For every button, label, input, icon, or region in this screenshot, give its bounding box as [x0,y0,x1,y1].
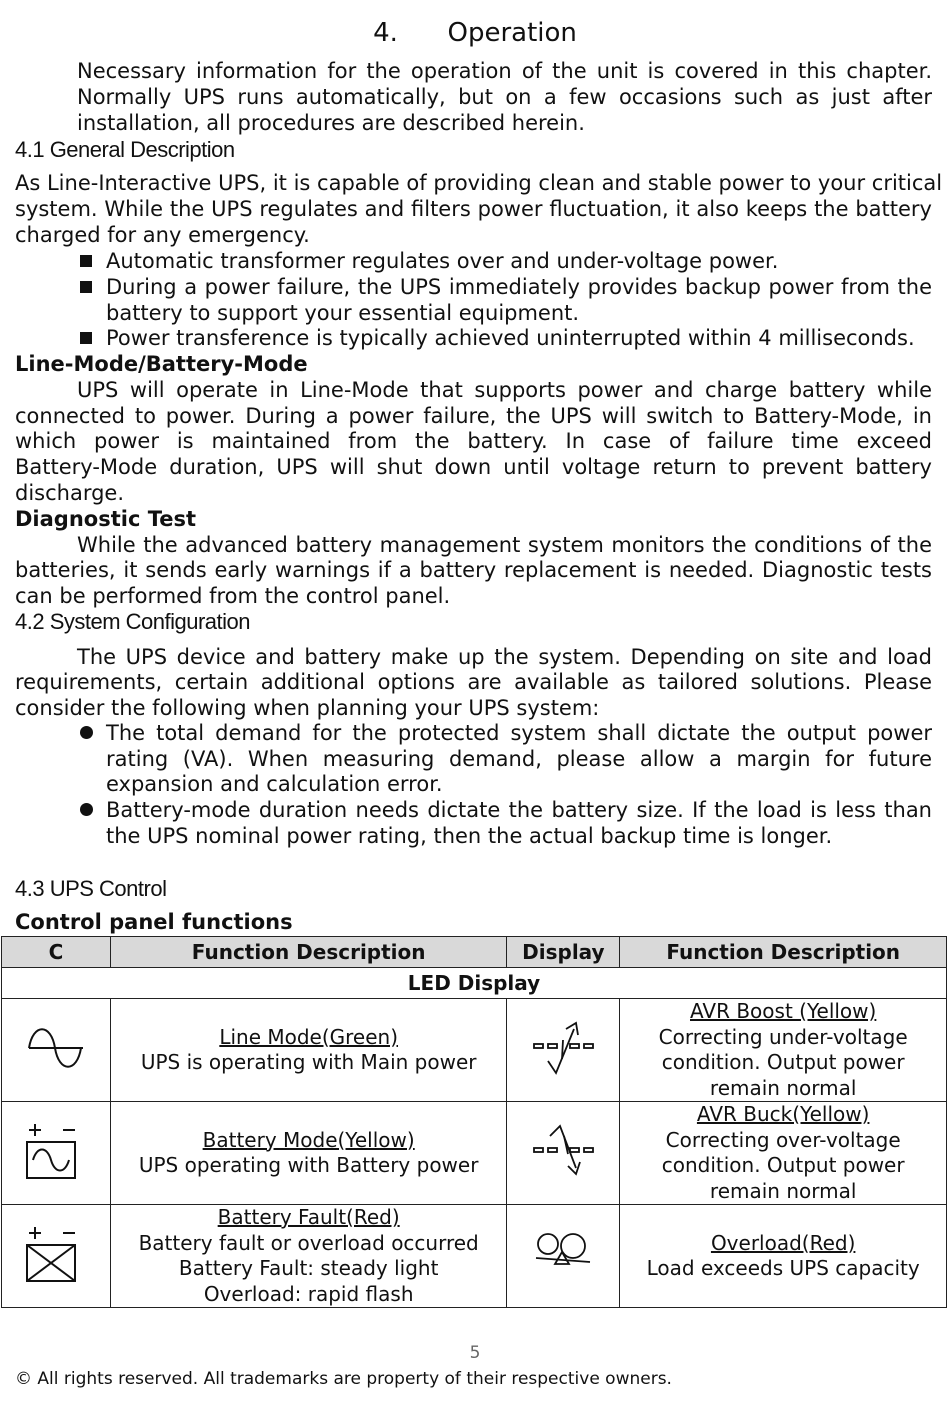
bullet-text: rating (VA). When measuring demand, please allow a margin for future [106,747,932,771]
avr-buck-icon [528,1118,598,1184]
round-bullet-icon [80,726,93,739]
page-title: 4. Operation [373,18,577,48]
overload-icon [528,1224,598,1284]
mode-description: UPS is operating with Main power [140,1050,477,1074]
paragraph-line: batteries, it sends early warnings if a battery replacement is needed. Diagnostic tests [15,558,932,582]
intro-line: installation, all procedures are described herein. [77,111,585,135]
table-row [2,1102,947,1205]
table-row [2,1205,947,1308]
mode-description: Battery fault or overload occurred [138,1230,479,1255]
paragraph-line: UPS will operate in Line-Mode that supports power and charge battery while [77,378,932,402]
paragraph-line: Battery-Mode duration, UPS will shut down until voltage return to prevent battery [15,455,932,479]
paragraph-line: While the advanced battery management system monitors the conditions of the [77,533,932,557]
control-panel-heading: Control panel functions [15,910,293,934]
mode-description: Correcting under-voltage [658,1024,908,1049]
table-header-row [2,937,947,968]
mode-description: remain normal [709,1178,857,1203]
mode-title: Battery Mode(Yellow) [202,1127,415,1152]
bullet-text: Battery-mode duration needs dictate the battery size. If the load is less than [106,798,932,822]
function-cell [110,1102,506,1205]
round-bullet-icon [80,803,93,816]
avr-boost-icon [528,1015,598,1081]
icon-cell [2,1102,111,1205]
paragraph-line: charged for any emergency. [15,223,310,247]
function-cell [110,1205,506,1308]
paragraph-line: consider the following when planning your UPS system: [15,696,600,720]
bullet-text: Automatic transformer regulates over and under-voltage power. [106,249,779,273]
square-bullet-icon [80,332,92,344]
bullet-text: the UPS nominal power rating, then the actual backup time is longer. [106,824,833,848]
control-panel-table [1,936,947,1308]
paragraph-line: can be performed from the control panel. [15,584,451,608]
table-header: Display [507,937,620,968]
table-header: Function Description [110,937,506,968]
mode-title: AVR Buck(Yellow) [696,1102,870,1126]
bullet-text: battery to support your essential equipment. [106,301,580,325]
diagnostic-heading: Diagnostic Test [15,507,197,531]
paragraph-line: The UPS device and battery make up the system. Depending on site and load [77,645,932,669]
table-row [2,999,947,1102]
paragraph-line: which power is maintained from the battery. In case of failure time exceed [15,429,932,453]
battery-fault-icon [21,1221,91,1287]
mode-description: Correcting over-voltage [665,1127,901,1152]
mode-description: Battery Fault: steady light [178,1256,439,1280]
mode-title: Line Mode(Green) [219,1024,399,1049]
square-bullet-icon [80,255,92,267]
mode-description: condition. Output power [661,1153,905,1177]
bullet-text: The total demand for the protected system shall dictate the output power [106,721,932,745]
bullet-text: expansion and calculation error. [106,772,443,796]
bullet-text: Power transference is typically achieved uninterrupted within 4 milliseconds. [106,326,915,350]
function-cell [110,999,506,1102]
section-heading-4-1: 4.1 General Description [15,137,235,162]
square-bullet-icon [80,281,92,293]
mode-title: Overload(Red) [710,1230,856,1255]
table-header: Function Description [620,937,947,968]
paragraph-line: discharge. [15,481,125,505]
paragraph-line: connected to power. During a power failure, the UPS will switch to Battery-Mode, in [15,404,932,428]
led-display-label: LED Display [2,968,947,999]
table-header: C [2,937,111,968]
icon-cell [507,1205,620,1308]
icon-cell [2,1205,111,1308]
sine-wave-icon [21,1023,91,1073]
intro-line: Necessary information for the operation of the unit is covered in this chapter. [77,59,932,83]
table-section-row [2,968,947,999]
paragraph-line: system. While the UPS regulates and filters power fluctuation, it also keeps the battery [15,197,932,221]
page-number: 5 [469,1343,481,1363]
icon-cell [2,999,111,1102]
section-heading-4-2: 4.2 System Configuration [15,609,251,634]
function-cell [620,999,947,1102]
footer-copyright: © All rights reserved. All trademarks are property of their respective owners. [15,1369,672,1389]
paragraph-line: As Line-Interactive UPS, it is capable of providing clean and stable power to your critical [15,171,943,195]
mode-description: Load exceeds UPS capacity [646,1256,920,1280]
icon-cell [507,999,620,1102]
mode-description: Overload: rapid flash [203,1281,414,1306]
bullet-text: During a power failure, the UPS immediately provides backup power from the [106,275,932,299]
section-heading-4-3: 4.3 UPS Control [15,876,167,901]
mode-title: Battery Fault(Red) [217,1205,400,1229]
mode-description: UPS operating with Battery power [138,1153,479,1177]
icon-cell [507,1102,620,1205]
intro-line: Normally UPS runs automatically, but on a few occasions such as just after [77,85,932,109]
line-mode-heading: Line-Mode/Battery-Mode [15,352,308,376]
mode-description: remain normal [709,1075,857,1100]
battery-mode-icon [21,1118,91,1184]
paragraph-line: requirements, certain additional options are available as tailored solutions. Please [15,670,932,694]
function-cell [620,1205,947,1308]
mode-description: condition. Output power [661,1050,905,1074]
function-cell [620,1102,947,1205]
mode-title: AVR Boost (Yellow) [690,999,877,1023]
